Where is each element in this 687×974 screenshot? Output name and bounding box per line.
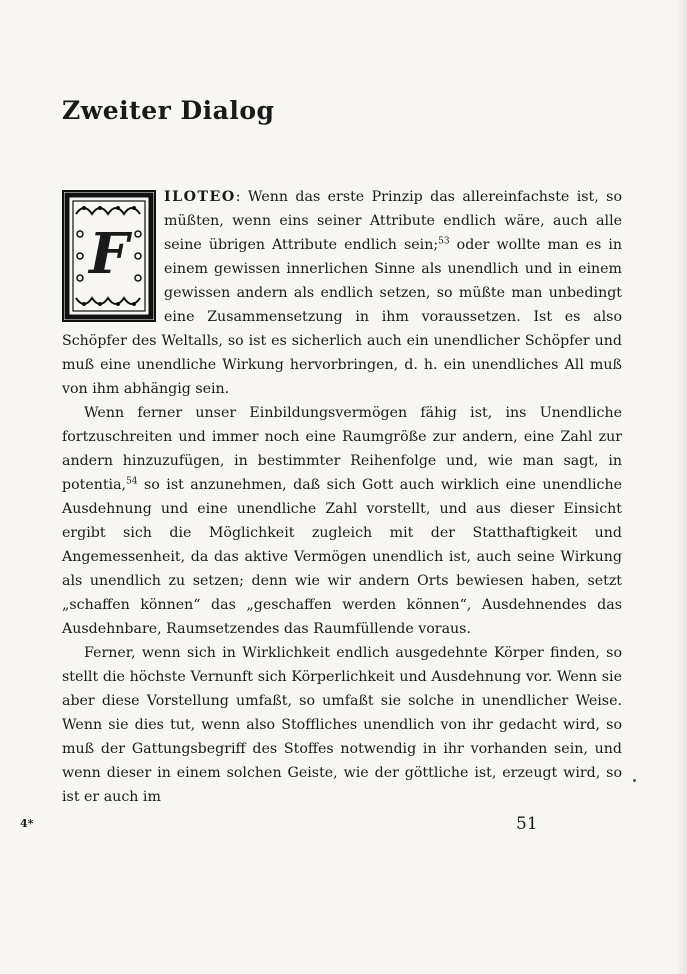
initial-letter: F bbox=[89, 221, 129, 287]
scan-edge-shadow bbox=[677, 0, 687, 974]
paragraph-2 bbox=[62, 401, 622, 641]
footnote-ref-53: 53 bbox=[438, 236, 450, 247]
speaker-name: ILOTEO bbox=[164, 189, 236, 205]
body-text bbox=[62, 185, 622, 809]
page-number: 51 bbox=[516, 814, 538, 834]
paragraph-2-text-b: so ist anzunehmen, daß sich Gott auch wirklich eine unendliche Ausdehnung und eine unendliche Zahl vorstellt, und aus dieser Einsicht ergibt sich die Möglichkeit zugleich mit der Statthaftigkeit und Angemessenheit, da das aktive Vermögen unendlich ist, auch seine Wirkung als unendlich zu setzen; denn wie wir andern Orts bewiesen haben, setzt „schaffen können“ das „geschaffen werden können“, Ausdehnendes das Ausdehnbare, Raumsetzendes das Raumfüllende voraus. bbox=[62, 477, 622, 637]
paragraph-1-text-a: : Wenn das erste Prinzip das allereinfachste ist, so müßten, wenn eins seiner Attribute endlich wäre, auch alle seine übrigen Attribute endlich sein; bbox=[164, 189, 622, 253]
paragraph-3: Ferner, wenn sich in Wirklichkeit endlich ausgedehnte Körper finden, so stellt die höchste Vernunft sich Körperlichkeit und Ausdehnung vor. Wenn sie aber diese Vorstellung umfaßt, so umfaßt sie solche in unendlicher Weise. Wenn sie dies tut, wenn also Stoffliches unendlich von ihr gedacht wird, so muß der Gattungsbegriff des Stoffes notwendig in ihr vorhanden sein, und wenn dieser in einem solchen Geiste, wie der göttliche ist, erzeugt wird, so ist er auch im bbox=[62, 645, 622, 805]
paragraph-2-text-a: Wenn ferner unser Einbildungsvermögen fähig ist, ins Unendliche fortzuschreiten und immer noch eine Raumgröße zur andern, eine Zahl zur andern hinzuzufügen, in bestimmter Reihenfolge und, wie man sagt, in potentia, bbox=[62, 405, 622, 493]
scan-speck bbox=[633, 779, 636, 782]
signature-mark: 4* bbox=[20, 817, 34, 830]
paragraph-1-text-b: oder wollte man es in einem gewissen innerlichen Sinne als unendlich und in einem gewissen andern als endlich setzen, so müßte man unbedingt eine Zusammensetzung in ihm voraussetzen. Ist es also Schöpfer des Weltalls, so ist es sicherlich auch ein unendlicher Schöpfer und muß eine unendliche Wirkung hervorbringen, d. h. ein unendliches All muß von ihm abhängig sein. bbox=[62, 237, 622, 397]
footnote-ref-54: 54 bbox=[126, 476, 138, 487]
decorated-initial bbox=[62, 190, 156, 322]
chapter-title: Zweiter Dialog bbox=[62, 96, 275, 125]
